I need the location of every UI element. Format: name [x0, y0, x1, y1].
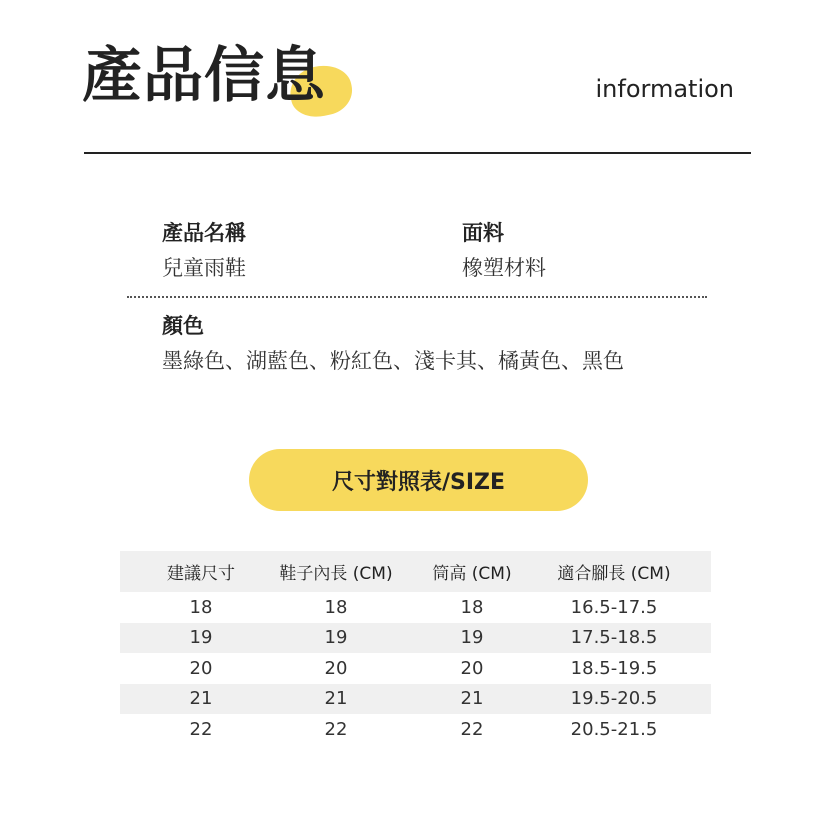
size-chart-button-label: 尺寸對照表/SIZE — [331, 469, 506, 495]
header-divider — [84, 152, 751, 154]
table-cell: 19 — [324, 627, 348, 649]
table-row — [120, 714, 711, 745]
table-header-cell: 建議尺寸 — [167, 564, 235, 584]
table-header-cell: 筒高 (CM) — [432, 564, 512, 584]
table-row — [120, 653, 711, 684]
table-row — [120, 592, 711, 623]
table-cell: 19.5-20.5 — [570, 688, 658, 710]
color-value: 墨綠色、湖藍色、粉紅色、淺卡其、橘黃色、黑色 — [162, 349, 624, 373]
table-cell: 19 — [189, 627, 213, 649]
table-cell: 22 — [460, 718, 484, 740]
material-label: 面料 — [462, 221, 504, 245]
table-cell: 20 — [460, 657, 484, 679]
material-value: 橡塑材料 — [462, 256, 546, 280]
table-cell: 18 — [189, 596, 213, 618]
table-cell: 18.5-19.5 — [570, 657, 658, 679]
table-cell: 21 — [189, 688, 213, 710]
table-cell: 21 — [324, 688, 348, 710]
table-header-row — [120, 551, 711, 592]
product-name-value: 兒童雨鞋 — [162, 256, 246, 280]
info-dotted-divider — [127, 296, 707, 298]
table-cell: 19 — [460, 627, 484, 649]
color-label: 顏色 — [162, 314, 204, 338]
table-row — [120, 684, 711, 715]
table-cell: 18 — [324, 596, 348, 618]
table-row — [120, 623, 711, 654]
size-chart-button[interactable] — [249, 449, 588, 511]
table-cell: 18 — [460, 596, 484, 618]
table-cell: 22 — [189, 718, 213, 740]
table-cell: 21 — [460, 688, 484, 710]
table-header-cell: 鞋子內長 (CM) — [279, 564, 393, 584]
table-cell: 20 — [189, 657, 213, 679]
table-cell: 20 — [324, 657, 348, 679]
page-title: 產品信息 — [82, 41, 326, 111]
table-cell: 20.5-21.5 — [570, 718, 658, 740]
size-table — [120, 551, 711, 745]
table-header-cell: 適合腳長 (CM) — [557, 564, 671, 584]
table-cell: 16.5-17.5 — [570, 596, 658, 618]
table-cell: 22 — [324, 718, 348, 740]
table-cell: 17.5-18.5 — [570, 627, 658, 649]
page-subtitle: information — [595, 75, 734, 103]
product-name-label: 產品名稱 — [162, 221, 246, 245]
